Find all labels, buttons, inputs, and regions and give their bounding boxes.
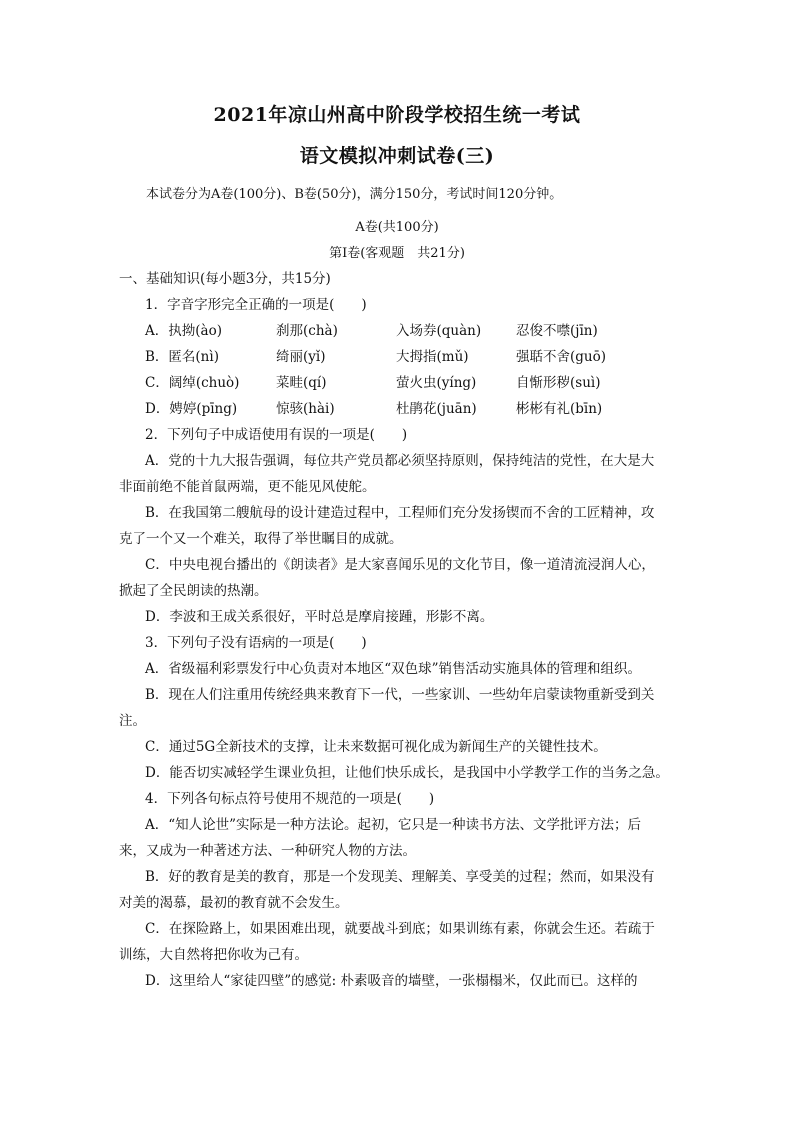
exam-title: 2021年凉山州高中阶段学校招生统一考试 — [213, 104, 581, 126]
q1-b-item: 大拇指(mǔ) — [396, 349, 469, 365]
q2-option-a-line2: 非面前绝不能首鼠两端，更不能见风使舵。 — [119, 479, 376, 495]
q1-a-item: A．执拗(ào) — [145, 323, 222, 339]
q4-option-b-line2: 对美的渴慕，最初的教育就不会发生。 — [119, 895, 349, 911]
q3-option-a: A．省级福利彩票发行中心负责对本地区“双色球”销售活动实施具体的管理和组织。 — [145, 661, 642, 677]
q1-b-item: 绮丽(yǐ) — [276, 349, 326, 365]
q3-option-b-line1: B．现在人们注重用传统经典来教育下一代，一些家训、一些幼年启蒙读物重新受到关 — [145, 687, 655, 703]
volume-1-heading: 第Ⅰ卷(客观题 共21分) — [329, 246, 465, 261]
question-body — [119, 266, 677, 994]
q1-stem: 1．字音字形完全正确的一项是( ) — [145, 297, 367, 313]
q1-c-item: 菜畦(qí) — [276, 375, 327, 391]
q1-option-c — [119, 370, 677, 396]
q1-c-item: 自惭形秽(suì) — [516, 375, 601, 391]
q3-option-d: D．能否切实减轻学生课业负担，让他们快乐成长，是我国中小学教学工作的当务之急。 — [145, 765, 669, 781]
q1-option-a — [119, 318, 677, 344]
q4-option-a-line2: 来，又成为一种著述方法、一种研究人物的方法。 — [119, 843, 416, 859]
q1-d-item: 惊骇(hài) — [276, 401, 335, 417]
section-heading: 一、基础知识(每小题3分，共15分) — [119, 271, 331, 287]
q4-option-d-line1: D．这里给人“家徒四壁”的感觉: 朴素吸音的墙壁，一张榻榻米，仅此而已。这样的 — [145, 973, 638, 989]
q4-option-c-line1: C．在探险路上，如果困难出现，就要战斗到底；如果训练有素，你就会生还。若疏于 — [145, 921, 655, 937]
q2-option-d: D．李波和王成关系很好，平时总是摩肩接踵，形影不离。 — [145, 609, 494, 625]
part-a-heading: A卷(共100分) — [355, 220, 439, 235]
q1-c-item: C．阔绰(chuò) — [145, 375, 240, 391]
q2-option-c-line1: C．中央电视台播出的《朗读者》是大家喜闻乐见的文化节目，像一道清流浸润人心， — [145, 557, 655, 573]
q2-option-b-line2: 克了一个又一个难关，取得了举世瞩目的成就。 — [119, 531, 403, 547]
q1-d-item: 杜鹃花(juān) — [396, 401, 477, 417]
q1-a-item: 入场券(quàn) — [396, 323, 482, 339]
q1-option-b — [119, 344, 677, 370]
q1-d-item: D．娉婷(pīng) — [145, 401, 238, 417]
q3-stem: 3．下列句子没有语病的一项是( ) — [145, 635, 367, 651]
q2-stem: 2．下列句子中成语使用有误的一项是( ) — [145, 427, 408, 443]
q2-option-b-line1: B．在我国第二艘航母的设计建造过程中，工程师们充分发扬锲而不舍的工匠精神，攻 — [145, 505, 655, 521]
q3-option-c: C．通过5G全新技术的支撑，让未来数据可视化成为新闻生产的关键性技术。 — [145, 739, 607, 755]
q1-b-item: B．匿名(nì) — [145, 349, 219, 365]
q1-a-item: 忍俊不噤(jīn) — [516, 323, 598, 339]
exam-subtitle: 语文模拟冲刺试卷(三) — [299, 145, 495, 167]
q2-option-a-line1: A．党的十九大报告强调，每位共产党员都必须坚持原则，保持纯洁的党性，在大是大 — [145, 453, 655, 469]
q4-stem: 4．下列各句标点符号使用不规范的一项是( ) — [145, 791, 435, 807]
q4-option-b-line1: B．好的教育是美的教育，那是一个发现美、理解美、享受美的过程；然而，如果没有 — [145, 869, 655, 885]
q4-option-a-line1: A．“知人论世”实际是一种方法论。起初，它只是一种读书方法、文学批评方法；后 — [145, 817, 642, 833]
q1-option-d — [119, 396, 677, 422]
q1-a-item: 刹那(chà) — [276, 323, 338, 339]
q2-option-c-line2: 掀起了全民朗读的热潮。 — [119, 583, 268, 599]
q1-c-item: 萤火虫(yíng) — [396, 375, 477, 391]
q1-b-item: 强聒不舍(guō) — [516, 349, 606, 365]
q1-d-item: 彬彬有礼(bīn) — [516, 401, 603, 417]
q4-option-c-line2: 训练，大自然将把你收为己有。 — [119, 947, 308, 963]
exam-intro: 本试卷分为A卷(100分)、B卷(50分)，满分150分，考试时间120分钟。 — [146, 187, 563, 202]
q3-option-b-line2: 注。 — [119, 713, 146, 729]
